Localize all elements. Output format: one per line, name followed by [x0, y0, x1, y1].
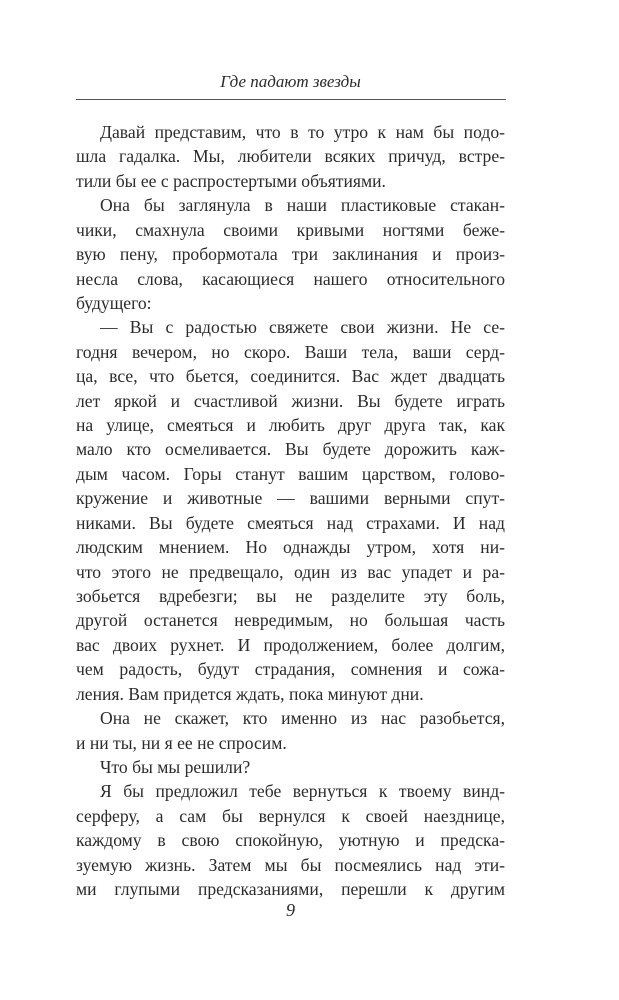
text-line: шла гадалка. Мы, любители всяких причуд, встре-	[76, 146, 505, 167]
text-line: дым часом. Горы станут вашим царством, голово-	[76, 463, 505, 484]
text-line: несла слова, касающиеся нашего относительного	[76, 268, 505, 289]
text-line: ления. Вам придется ждать, пока минуют дни.	[76, 683, 424, 704]
text-line: Давай представим, что в то утро к нам бы подо-	[100, 122, 505, 142]
text-line: ми глупыми предсказаниями, перешли к другим	[76, 879, 505, 900]
text-line: вас двоих рухнет. И продолжением, более долгим,	[76, 634, 505, 655]
text-line: и ни ты, ни я ее не спросим.	[76, 732, 287, 753]
text-line: — Вы с радостью свяжете свои жизни. Не се-	[100, 317, 505, 338]
text-line: Что бы мы решили?	[100, 756, 251, 777]
text-line: каждому в свою спокойную, уютную и предска-	[76, 830, 505, 851]
text-line: кружение и животные — вашими верными спут-	[76, 488, 505, 509]
text-line: чем радость, будут страдания, сомнения и сожа-	[76, 659, 505, 680]
text-line: на улице, смеяться и любить друг друга так, как	[76, 415, 505, 436]
text-line: будущего:	[76, 292, 152, 313]
running-title: Где падают звезды	[220, 72, 361, 91]
text-line: годня вечером, но скоро. Ваши тела, ваши серд-	[76, 341, 505, 362]
text-line: лет яркой и счастливой жизни. Вы будете играть	[76, 390, 505, 411]
text-line: чики, смахнула своими кривыми ногтями беже-	[76, 219, 505, 240]
text-line: ца, все, что бьется, соединится. Вас ждет двадцать	[76, 366, 505, 387]
text-line: людским мнением. Но однажды утром, хотя ни-	[76, 537, 505, 558]
header-divider	[76, 99, 506, 100]
text-line: другой останется невредимым, но большая часть	[76, 610, 505, 631]
text-line: зуемую жизнь. Затем мы бы посмеялись над эти-	[76, 854, 505, 875]
text-line: серферу, а сам бы вернулся к своей наезднице,	[76, 805, 505, 826]
text-line: Она бы заглянула в наши пластиковые стакан-	[100, 195, 505, 216]
text-line: вую пену, пробормотала три заклинания и произ-	[76, 244, 505, 265]
text-line: тили бы ее с распростертыми объятиями.	[76, 170, 386, 191]
text-line: что этого не предвещало, один из вас упадет и ра-	[76, 561, 505, 582]
text-line: никами. Вы будете смеяться над страхами. И над	[76, 512, 505, 533]
body-text	[76, 120, 505, 902]
text-line: Она не скажет, кто именно из нас разобьется,	[100, 708, 505, 729]
text-line: зобьется вдребезги; вы не разделите эту боль,	[76, 586, 505, 607]
text-line: Я бы предложил тебе вернуться к твоему винд-	[100, 781, 505, 802]
text-line: мало кто осмеливается. Вы будете дорожить каж-	[76, 439, 505, 460]
page-number: 9	[286, 900, 295, 920]
